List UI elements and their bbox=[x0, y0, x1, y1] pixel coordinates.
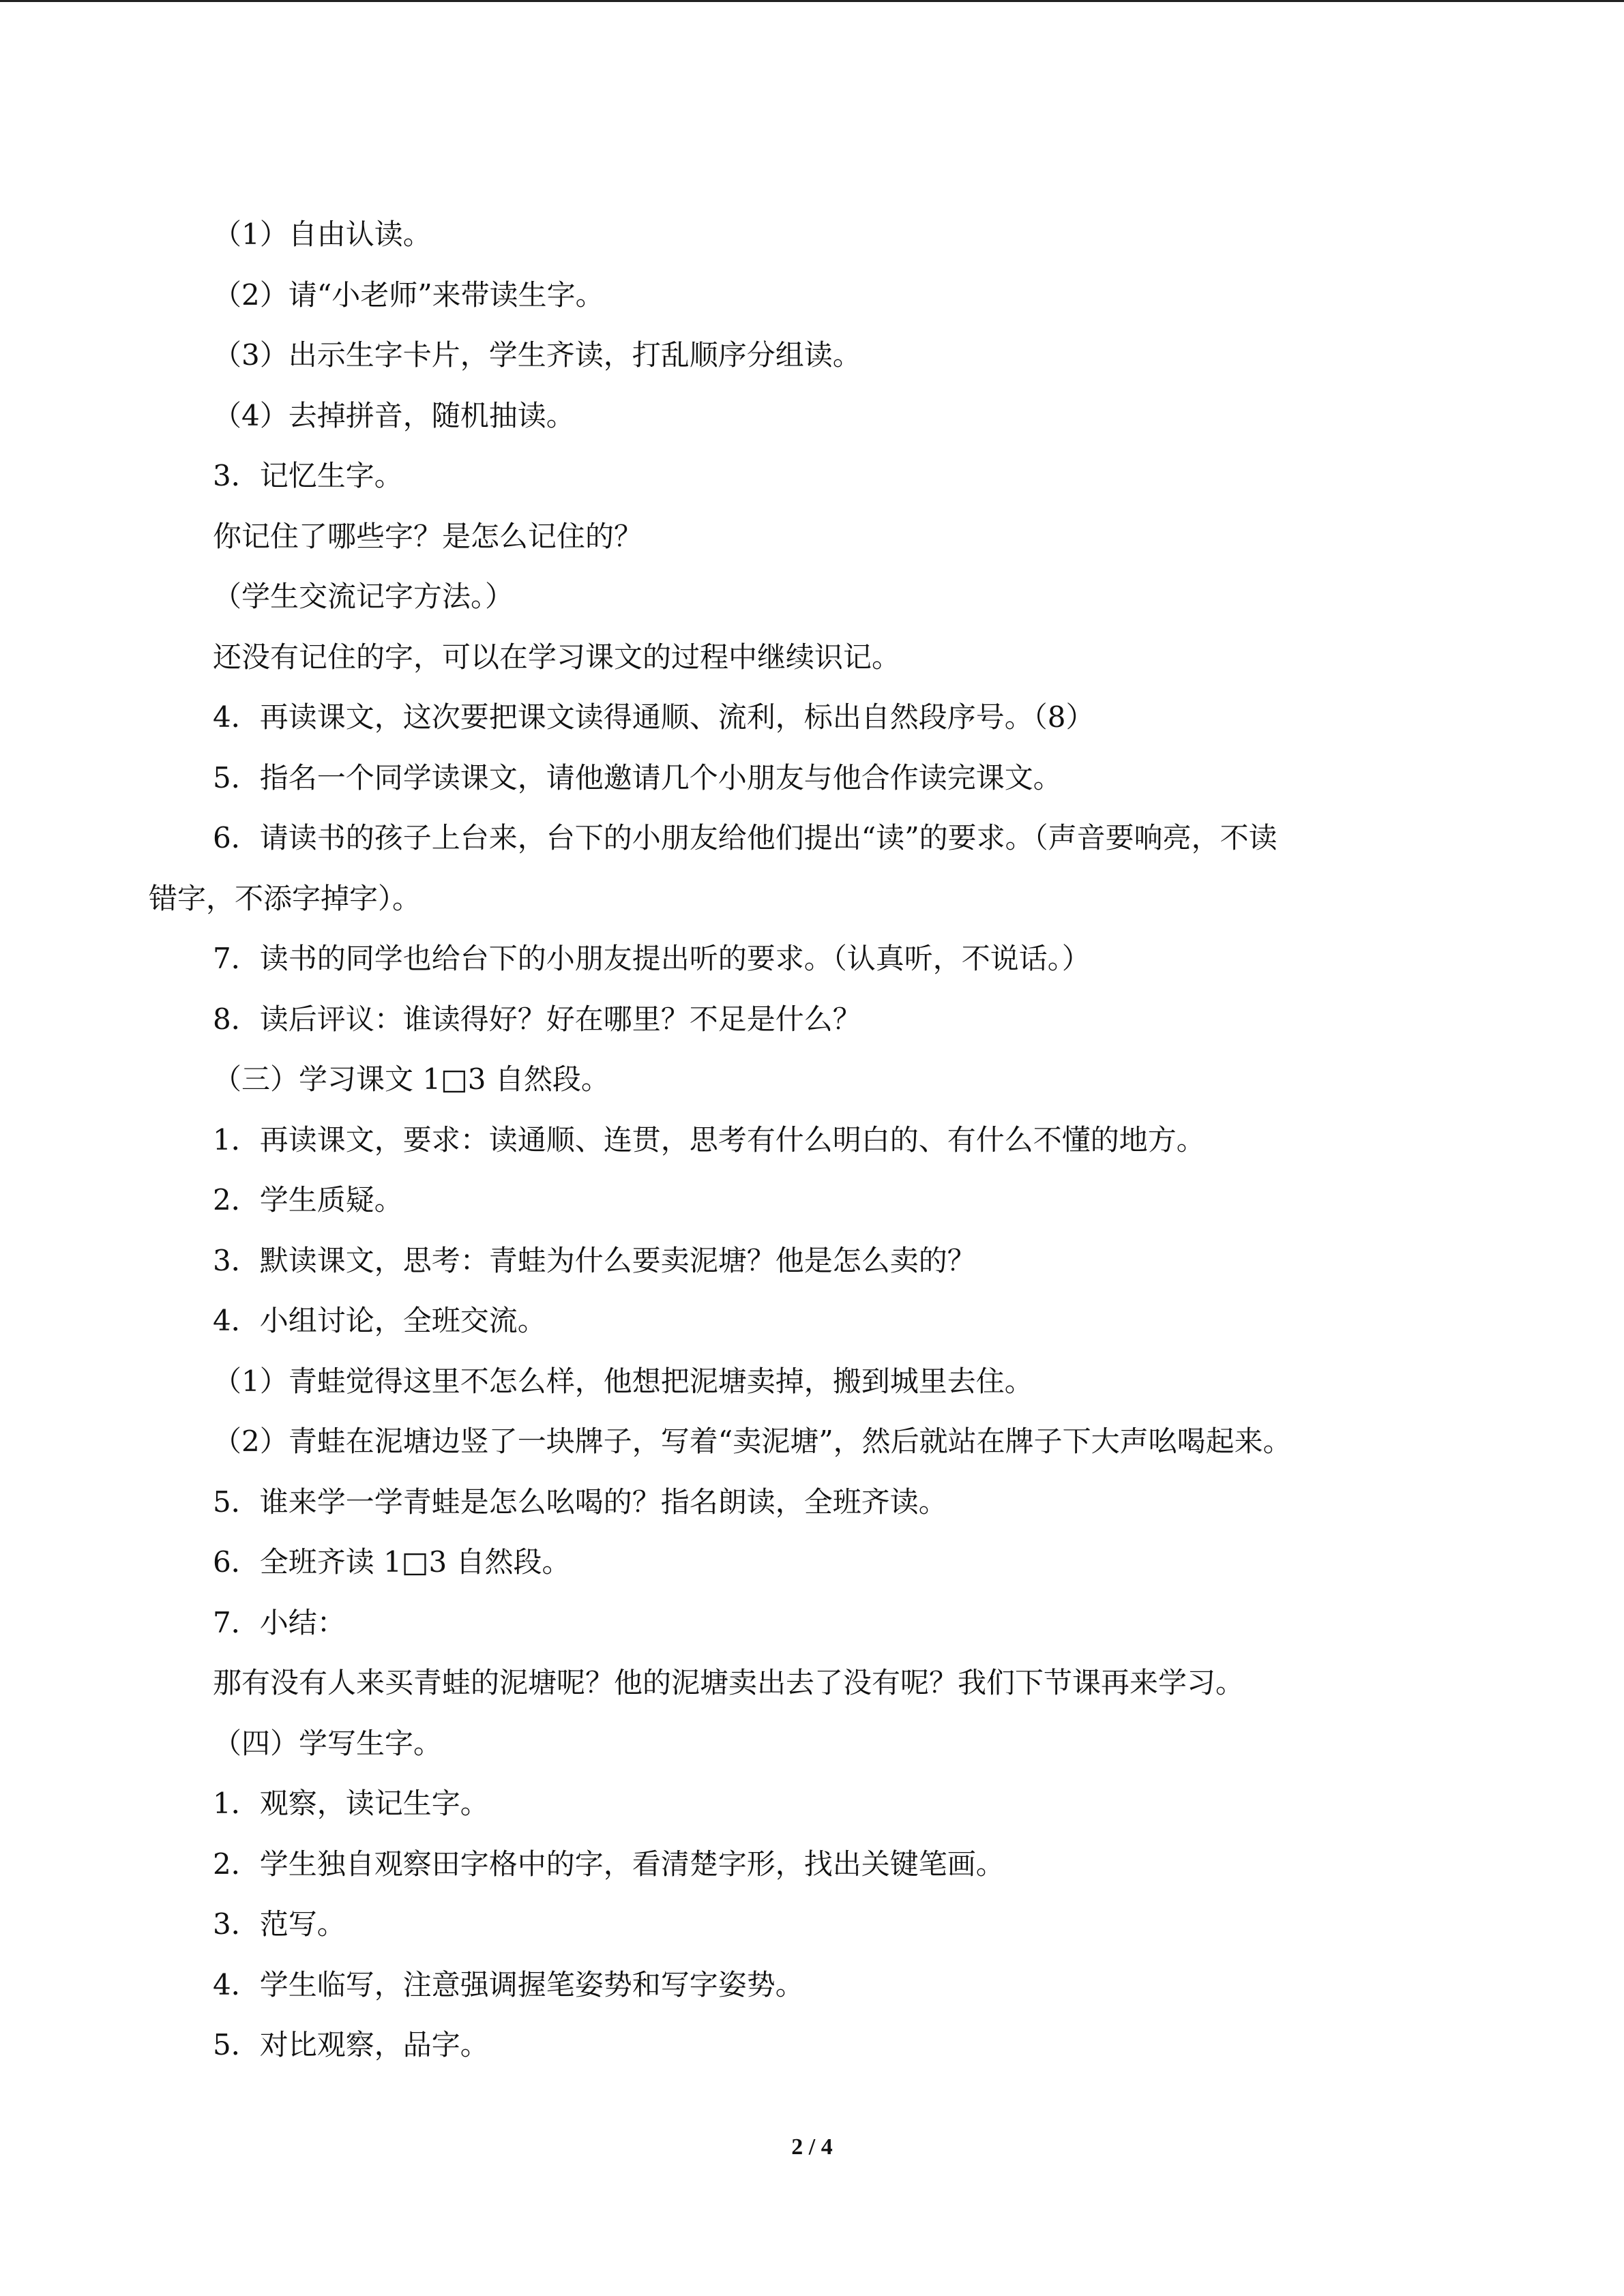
text-line: （3）出示生字卡片，学生齐读，打乱顺序分组读。 bbox=[213, 338, 861, 372]
text-line: 你记住了哪些字？是怎么记住的？ bbox=[213, 519, 643, 553]
text-line-continuation: 错字，不添字掉字）。 bbox=[149, 881, 422, 915]
section-heading: （四）学写生字。 bbox=[213, 1726, 443, 1760]
page-number: 2 / 4 bbox=[791, 2134, 833, 2160]
text-line: 1．观察，读记生字。 bbox=[213, 1787, 489, 1820]
text-line: 2．学生独自观察田字格中的字，看清楚字形，找出关键笔画。 bbox=[213, 1847, 1005, 1881]
text-line: 3．范写。 bbox=[213, 1907, 346, 1941]
text-line: 5．对比观察，品字。 bbox=[213, 2028, 489, 2061]
text-line: 3．默读课文，思考：青蛙为什么要卖泥塘？他是怎么卖的？ bbox=[213, 1243, 976, 1277]
text-line: 7．读书的同学也给台下的小朋友提出听的要求。（认真听，不说话。） bbox=[213, 942, 1091, 975]
text-line: 4．再读课文，这次要把课文读得通顺、流利，标出自然段序号。（8） bbox=[213, 700, 1095, 734]
text-line: （1）自由认读。 bbox=[213, 218, 432, 251]
text-line: 2．学生质疑。 bbox=[213, 1183, 403, 1217]
text-line: 1．再读课文，要求：读通顺、连贯，思考有什么明白的、有什么不懂的地方。 bbox=[213, 1122, 1205, 1157]
text-line: 5．指名一个同学读课文，请他邀请几个小朋友与他合作读完课文。 bbox=[213, 760, 1062, 794]
text-line: 那有没有人来买青蛙的泥塘呢？他的泥塘卖出去了没有呢？我们下节课再来学习。 bbox=[213, 1666, 1245, 1699]
text-line: （2）青蛙在泥塘边竖了一块牌子，写着“卖泥塘”，然后就站在牌子下大声吆喝起来。 bbox=[213, 1425, 1292, 1458]
text-line: 8．读后评议：谁读得好？好在哪里？不足是什么？ bbox=[213, 1002, 861, 1036]
document-body bbox=[149, 205, 1458, 2076]
text-line: 7．小结： bbox=[213, 1605, 346, 1639]
top-border-line bbox=[0, 0, 1624, 2]
text-line: 还没有记住的字，可以在学习课文的过程中继续识记。 bbox=[213, 640, 901, 674]
text-line: 4．学生临写，注意强调握笔姿势和写字姿势。 bbox=[213, 1967, 804, 2001]
text-line: （2）请“小老师”来带读生字。 bbox=[213, 278, 604, 312]
text-line: （学生交流记字方法。） bbox=[213, 580, 514, 613]
text-line: 4．小组讨论，全班交流。 bbox=[213, 1304, 546, 1337]
text-line: 5．谁来学一学青蛙是怎么吆喝的？指名朗读，全班齐读。 bbox=[213, 1485, 947, 1519]
text-line: （1）青蛙觉得这里不怎么样，他想把泥塘卖掉，搬到城里去住。 bbox=[213, 1364, 1033, 1398]
text-line: 6．全班齐读 1□3 自然段。 bbox=[213, 1545, 571, 1579]
text-line: 3．记忆生字。 bbox=[213, 459, 403, 492]
text-line: （4）去掉拼音，随机抽读。 bbox=[213, 398, 575, 432]
section-heading: （三）学习课文 1□3 自然段。 bbox=[213, 1062, 610, 1096]
text-line: 6．请读书的孩子上台来，台下的小朋友给他们提出“读”的要求。（声音要响亮，不读 bbox=[213, 821, 1278, 854]
